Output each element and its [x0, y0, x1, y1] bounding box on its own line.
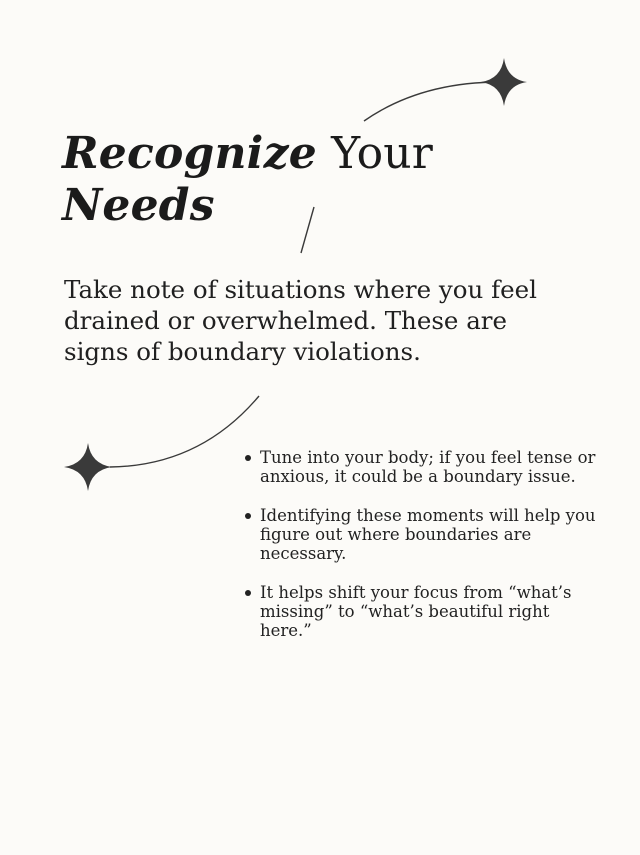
- top-sparkle-icon: [481, 58, 527, 106]
- bullet-text: It helps shift your focus from “what’s missing” to “what’s beautiful right here.”: [260, 583, 572, 640]
- bullet-dot-icon: [245, 590, 251, 596]
- title-word-your: Your: [331, 128, 434, 179]
- bullet-list: [240, 448, 600, 660]
- bottom-sparkle-icon: [64, 443, 112, 491]
- bullet-item: [240, 583, 600, 640]
- top-arc-line: [364, 82, 500, 121]
- bullet-item: [240, 448, 600, 486]
- lead-paragraph: Take note of situations where you feel drained or overwhelmed. These are signs of boundary violations.: [64, 275, 537, 366]
- bullet-text: Identifying these moments will help you figure out where boundaries are necessary.: [260, 506, 596, 563]
- title-emphasis-needs: Needs: [62, 180, 215, 231]
- title-emphasis-recognize: Recognize: [62, 128, 317, 179]
- bullet-dot-icon: [245, 455, 251, 461]
- bullet-dot-icon: [245, 513, 251, 519]
- bullet-item: [240, 506, 600, 563]
- bottom-arc-line: [110, 396, 259, 467]
- bullet-text: Tune into your body; if you feel tense or anxious, it could be a boundary issue.: [260, 448, 596, 486]
- page-title: [62, 128, 433, 232]
